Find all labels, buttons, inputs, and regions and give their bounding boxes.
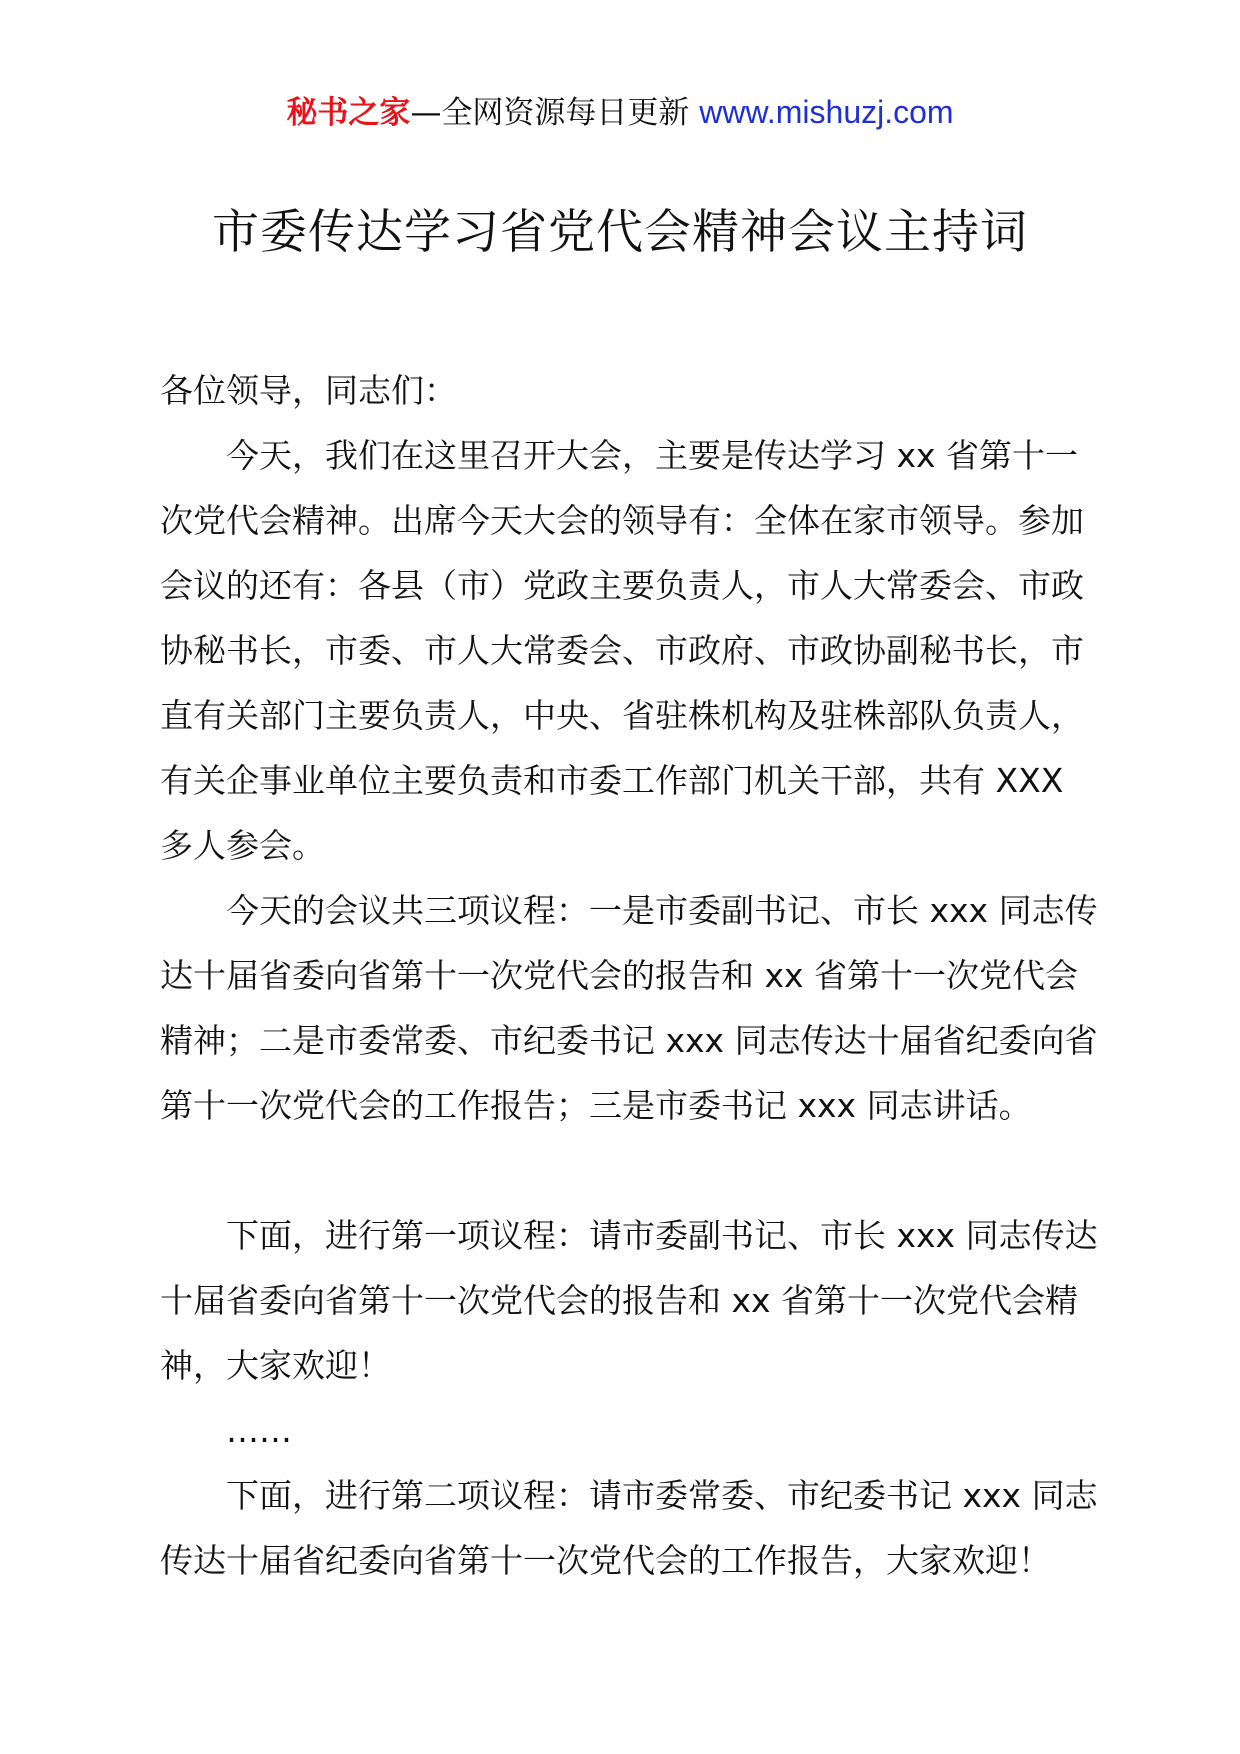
site-url-link[interactable]: www.mishuzj.com — [699, 94, 954, 130]
header-tagline: —全网资源每日更新 — [410, 95, 700, 131]
paragraph-ellipsis: …… — [226, 1411, 292, 1450]
paragraph-agenda-item-1: 下面，进行第一项议程：请市委副书记、市长 xxx 同志传达十届省委向省第十一次党代会的报告和 xx 省第十一次党代会精神，大家欢迎！ — [160, 1216, 1098, 1385]
blank-line — [160, 1138, 1100, 1203]
paragraph-intro: 今天，我们在这里召开大会，主要是传达学习 xx 省第十一次党代会精神。出席今天大会的领导有：全体在家市领导。参加会议的还有：各县（市）党政主要负责人，市人大常委会、市政协秘书长，市委、市人大常委会、市政府、市政协副秘书长，市直有关部门主要负责人，中央、省驻株机构及驻株部队负责人，有关企事业单位主要负责和市委工作部门机关干部，共有 XXX 多人参会。 — [160, 436, 1084, 865]
paragraph-agenda-item-2: 下面，进行第二项议程：请市委常委、市纪委书记 xxx 同志传达十届省纪委向省第十一次党代会的工作报告，大家欢迎！ — [160, 1476, 1098, 1580]
watermark-header — [0, 92, 1240, 133]
salutation: 各位领导，同志们： — [160, 371, 457, 410]
brand-name: 秘书之家 — [286, 95, 411, 131]
document-body — [160, 358, 1100, 1593]
document-title: 市委传达学习省党代会精神会议主持词 — [212, 205, 1028, 260]
paragraph-agenda: 今天的会议共三项议程：一是市委副书记、市长 xxx 同志传达十届省委向省第十一次党代会的报告和 xx 省第十一次党代会精神；二是市委常委、市纪委书记 xxx 同志传达十届省纪委向省第十一次党代会的工作报告；三是市委书记 xxx 同志讲话。 — [160, 891, 1098, 1125]
